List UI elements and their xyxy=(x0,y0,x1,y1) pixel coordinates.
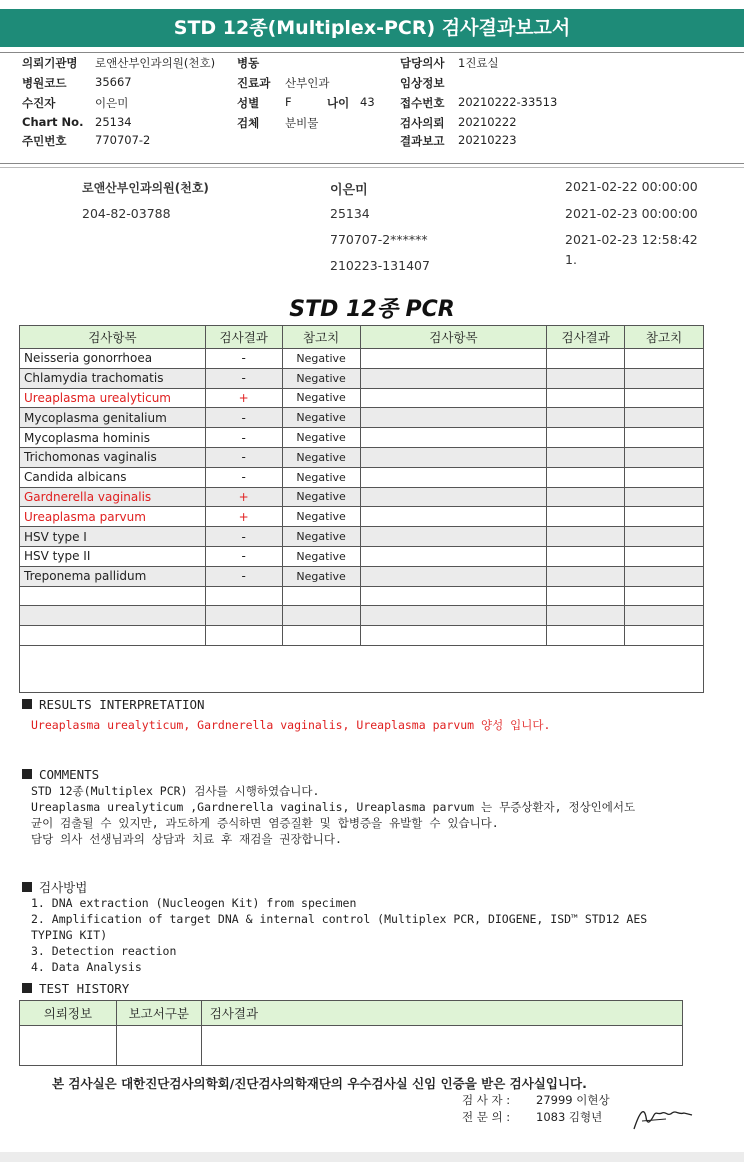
comment-line: STD 12종(Multiplex PCR) 검사를 시행하였습니다. xyxy=(31,784,320,798)
divider xyxy=(0,167,744,168)
table-row xyxy=(20,428,704,448)
test-result: + xyxy=(205,388,282,408)
dept-value: 산부인과 xyxy=(285,76,330,90)
patient-chart: 25134 xyxy=(330,206,370,221)
test-result: - xyxy=(205,408,282,428)
history-header-report-type: 보고서구분 xyxy=(116,1001,201,1026)
method-line: 4. Data Analysis xyxy=(31,960,142,974)
header-test-item: 검사항목 xyxy=(20,326,206,349)
test-item-name xyxy=(20,606,206,626)
page-number: 1. xyxy=(565,252,577,267)
reference-value xyxy=(282,606,360,626)
request-value: 20210222 xyxy=(458,115,517,129)
test-item-name xyxy=(20,586,206,606)
history-row xyxy=(20,1026,683,1066)
doctor-value: 1진료실 xyxy=(458,56,499,70)
hospital-value: 로앤산부인과의원(천호) xyxy=(95,56,216,70)
empty-cell xyxy=(547,586,625,606)
test-item-name: HSV type I xyxy=(20,527,206,547)
date-received: 2021-02-22 00:00:00 xyxy=(565,179,698,194)
patient-value: 이은미 xyxy=(95,96,129,110)
results-table-footer xyxy=(19,645,704,693)
test-item-name: Treponema pallidum xyxy=(20,566,206,586)
test-result: - xyxy=(205,447,282,467)
table-row xyxy=(20,586,704,606)
report-label: 결과보고 xyxy=(400,134,445,148)
reference-value: Negative xyxy=(282,388,360,408)
results-table xyxy=(19,325,704,646)
table-row xyxy=(20,368,704,388)
empty-cell xyxy=(360,566,547,586)
method-line: 2. Amplification of target DNA & internal control (Multiplex PCR, DIOGENE, ISD™ STD12 AES xyxy=(31,912,648,926)
test-result xyxy=(205,626,282,646)
empty-cell xyxy=(360,388,547,408)
test-result: - xyxy=(205,566,282,586)
test-result: + xyxy=(205,507,282,527)
comment-line: Ureaplasma urealyticum ,Gardnerella vaginalis, Ureaplasma parvum 는 무증상환자, 정상인에서도 xyxy=(31,800,636,814)
empty-cell xyxy=(625,566,704,586)
empty-cell xyxy=(360,546,547,566)
ward-label: 병동 xyxy=(237,56,260,70)
history-header-request: 의뢰정보 xyxy=(20,1001,117,1026)
test-result: - xyxy=(205,527,282,547)
reference-value: Negative xyxy=(282,428,360,448)
test-item-name: Trichomonas vaginalis xyxy=(20,447,206,467)
comment-line: 균이 검출될 수 있지만, 과도하게 증식하면 염증질환 및 합병증을 유발할 수 있습니다. xyxy=(31,816,499,830)
table-row xyxy=(20,349,704,369)
empty-cell xyxy=(360,606,547,626)
empty-cell xyxy=(625,586,704,606)
divider xyxy=(0,52,744,53)
empty-cell xyxy=(547,507,625,527)
empty-cell xyxy=(547,447,625,467)
footer-strip xyxy=(0,1152,744,1162)
code-value: 35667 xyxy=(95,75,132,89)
square-bullet-icon xyxy=(22,769,32,779)
report-title: STD 12종(Multiplex-PCR) 검사결과보고서 xyxy=(0,9,744,47)
chart-label: Chart No. xyxy=(22,115,84,129)
request-info xyxy=(22,55,742,155)
rrn-label: 주민번호 xyxy=(22,134,67,148)
empty-cell xyxy=(625,546,704,566)
empty-cell xyxy=(360,447,547,467)
results-header-row xyxy=(20,326,704,349)
empty-cell xyxy=(360,527,547,547)
test-result xyxy=(205,586,282,606)
reference-value: Negative xyxy=(282,467,360,487)
method-line: 3. Detection reaction xyxy=(31,944,177,958)
table-row xyxy=(20,507,704,527)
receipt-label: 접수번호 xyxy=(400,96,445,110)
empty-cell xyxy=(625,507,704,527)
method-section-title: 검사방법 xyxy=(22,878,87,896)
header-reference: 참고치 xyxy=(282,326,360,349)
empty-cell xyxy=(547,428,625,448)
tester-value: 27999 이현상 xyxy=(536,1093,610,1107)
history-header-result: 검사결과 xyxy=(201,1001,682,1026)
empty-cell xyxy=(625,626,704,646)
empty-cell xyxy=(547,467,625,487)
method-line: TYPING KIT) xyxy=(31,928,108,942)
reference-value: Negative xyxy=(282,546,360,566)
dept-label: 진료과 xyxy=(237,76,271,90)
test-item-name: Mycoplasma genitalium xyxy=(20,408,206,428)
header-test-result-2: 검사결과 xyxy=(547,326,625,349)
patient-receipt: 210223-131407 xyxy=(330,258,430,273)
empty-cell xyxy=(625,527,704,547)
interpretation-text: Ureaplasma urealyticum, Gardnerella vaginalis, Ureaplasma parvum 양성 입니다. xyxy=(31,718,551,732)
history-section-title: TEST HISTORY xyxy=(22,981,129,996)
table-row xyxy=(20,408,704,428)
specimen-label: 검체 xyxy=(237,116,260,130)
reference-value xyxy=(282,626,360,646)
empty-cell xyxy=(360,586,547,606)
empty-cell xyxy=(547,349,625,369)
square-bullet-icon xyxy=(22,699,32,709)
empty-cell xyxy=(360,368,547,388)
date-reported: 2021-02-23 12:58:42 xyxy=(565,232,698,247)
table-row xyxy=(20,487,704,507)
comment-line: 담당 의사 선생님과의 상담과 치료 후 재검을 권장합니다. xyxy=(31,832,342,846)
header-reference-2: 참고치 xyxy=(625,326,704,349)
test-item-name: HSV type II xyxy=(20,546,206,566)
code-label: 병원코드 xyxy=(22,76,67,90)
empty-cell xyxy=(547,546,625,566)
test-result: - xyxy=(205,428,282,448)
history-table xyxy=(19,1000,683,1066)
tester-label: 검 사 자 : xyxy=(462,1093,511,1107)
table-row xyxy=(20,566,704,586)
test-result: - xyxy=(205,467,282,487)
report-value: 20210223 xyxy=(458,133,517,147)
empty-cell xyxy=(547,408,625,428)
empty-cell xyxy=(625,467,704,487)
square-bullet-icon xyxy=(22,882,32,892)
table-row xyxy=(20,447,704,467)
history-header-row xyxy=(20,1001,683,1026)
history-cell xyxy=(201,1026,682,1066)
empty-cell xyxy=(625,428,704,448)
empty-cell xyxy=(360,467,547,487)
empty-cell xyxy=(360,428,547,448)
test-result: + xyxy=(205,487,282,507)
empty-cell xyxy=(547,566,625,586)
test-item-name: Mycoplasma hominis xyxy=(20,428,206,448)
empty-cell xyxy=(625,388,704,408)
receipt-value: 20210222-33513 xyxy=(458,95,558,109)
empty-cell xyxy=(360,487,547,507)
test-item-name: Neisseria gonorrhoea xyxy=(20,349,206,369)
patient-label: 수진자 xyxy=(22,96,56,110)
signature-image xyxy=(632,1101,694,1133)
empty-cell xyxy=(547,487,625,507)
patient-name: 이은미 xyxy=(330,183,368,198)
empty-cell xyxy=(547,626,625,646)
age-label: 나이 xyxy=(327,96,350,110)
test-result: - xyxy=(205,368,282,388)
comments-section-title: COMMENTS xyxy=(22,767,99,782)
history-cell xyxy=(116,1026,201,1066)
age-value: 43 xyxy=(360,95,375,109)
empty-cell xyxy=(360,626,547,646)
empty-cell xyxy=(625,447,704,467)
test-result: - xyxy=(205,349,282,369)
test-result: - xyxy=(205,546,282,566)
empty-cell xyxy=(360,408,547,428)
expert-value: 1083 김형년 xyxy=(536,1110,603,1124)
empty-cell xyxy=(547,527,625,547)
empty-cell xyxy=(625,487,704,507)
certification-text: 본 검사실은 대한진단검사의학회/진단검사의학재단의 우수검사실 신임 인증을 받은 검사실입니다. xyxy=(52,1076,587,1091)
reference-value: Negative xyxy=(282,368,360,388)
test-item-name: Ureaplasma parvum xyxy=(20,507,206,527)
empty-cell xyxy=(625,368,704,388)
sex-value: F xyxy=(285,95,292,109)
specimen-value: 분비물 xyxy=(285,116,319,130)
table-row xyxy=(20,626,704,646)
patient-hospital: 로앤산부인과의원(천호) xyxy=(82,181,209,195)
reference-value xyxy=(282,586,360,606)
table-row xyxy=(20,606,704,626)
hospital-label: 의뢰기관명 xyxy=(22,56,78,70)
empty-cell xyxy=(360,507,547,527)
empty-cell xyxy=(625,408,704,428)
reference-value: Negative xyxy=(282,566,360,586)
table-row xyxy=(20,467,704,487)
reference-value: Negative xyxy=(282,507,360,527)
empty-cell xyxy=(547,606,625,626)
patient-rrn: 770707-2****** xyxy=(330,232,428,247)
pcr-title: STD 12종 PCR xyxy=(289,297,455,322)
square-bullet-icon xyxy=(22,983,32,993)
method-line: 1. DNA extraction (Nucleogen Kit) from specimen xyxy=(31,896,357,910)
expert-label: 전 문 의 : xyxy=(462,1110,511,1124)
reference-value: Negative xyxy=(282,447,360,467)
request-label: 검사의뢰 xyxy=(400,116,445,130)
doctor-label: 담당의사 xyxy=(400,56,445,70)
divider xyxy=(0,163,744,164)
table-row xyxy=(20,546,704,566)
rrn-value: 770707-2 xyxy=(95,133,151,147)
empty-cell xyxy=(625,349,704,369)
business-number: 204-82-03788 xyxy=(82,206,171,221)
reference-value: Negative xyxy=(282,527,360,547)
test-item-name: Candida albicans xyxy=(20,467,206,487)
test-item-name xyxy=(20,626,206,646)
empty-cell xyxy=(360,349,547,369)
empty-cell xyxy=(625,606,704,626)
reference-value: Negative xyxy=(282,349,360,369)
header-test-result: 검사결과 xyxy=(205,326,282,349)
test-item-name: Ureaplasma urealyticum xyxy=(20,388,206,408)
history-cell xyxy=(20,1026,117,1066)
sex-label: 성별 xyxy=(237,96,260,110)
empty-cell xyxy=(547,388,625,408)
reference-value: Negative xyxy=(282,487,360,507)
chart-value: 25134 xyxy=(95,115,132,129)
date-tested: 2021-02-23 00:00:00 xyxy=(565,206,698,221)
test-item-name: Gardnerella vaginalis xyxy=(20,487,206,507)
test-item-name: Chlamydia trachomatis xyxy=(20,368,206,388)
table-row xyxy=(20,527,704,547)
reference-value: Negative xyxy=(282,408,360,428)
header-test-item-2: 검사항목 xyxy=(360,326,547,349)
table-row xyxy=(20,388,704,408)
results-section-title: RESULTS INTERPRETATION xyxy=(22,697,205,712)
test-result xyxy=(205,606,282,626)
clinical-label: 임상정보 xyxy=(400,76,445,90)
empty-cell xyxy=(547,368,625,388)
